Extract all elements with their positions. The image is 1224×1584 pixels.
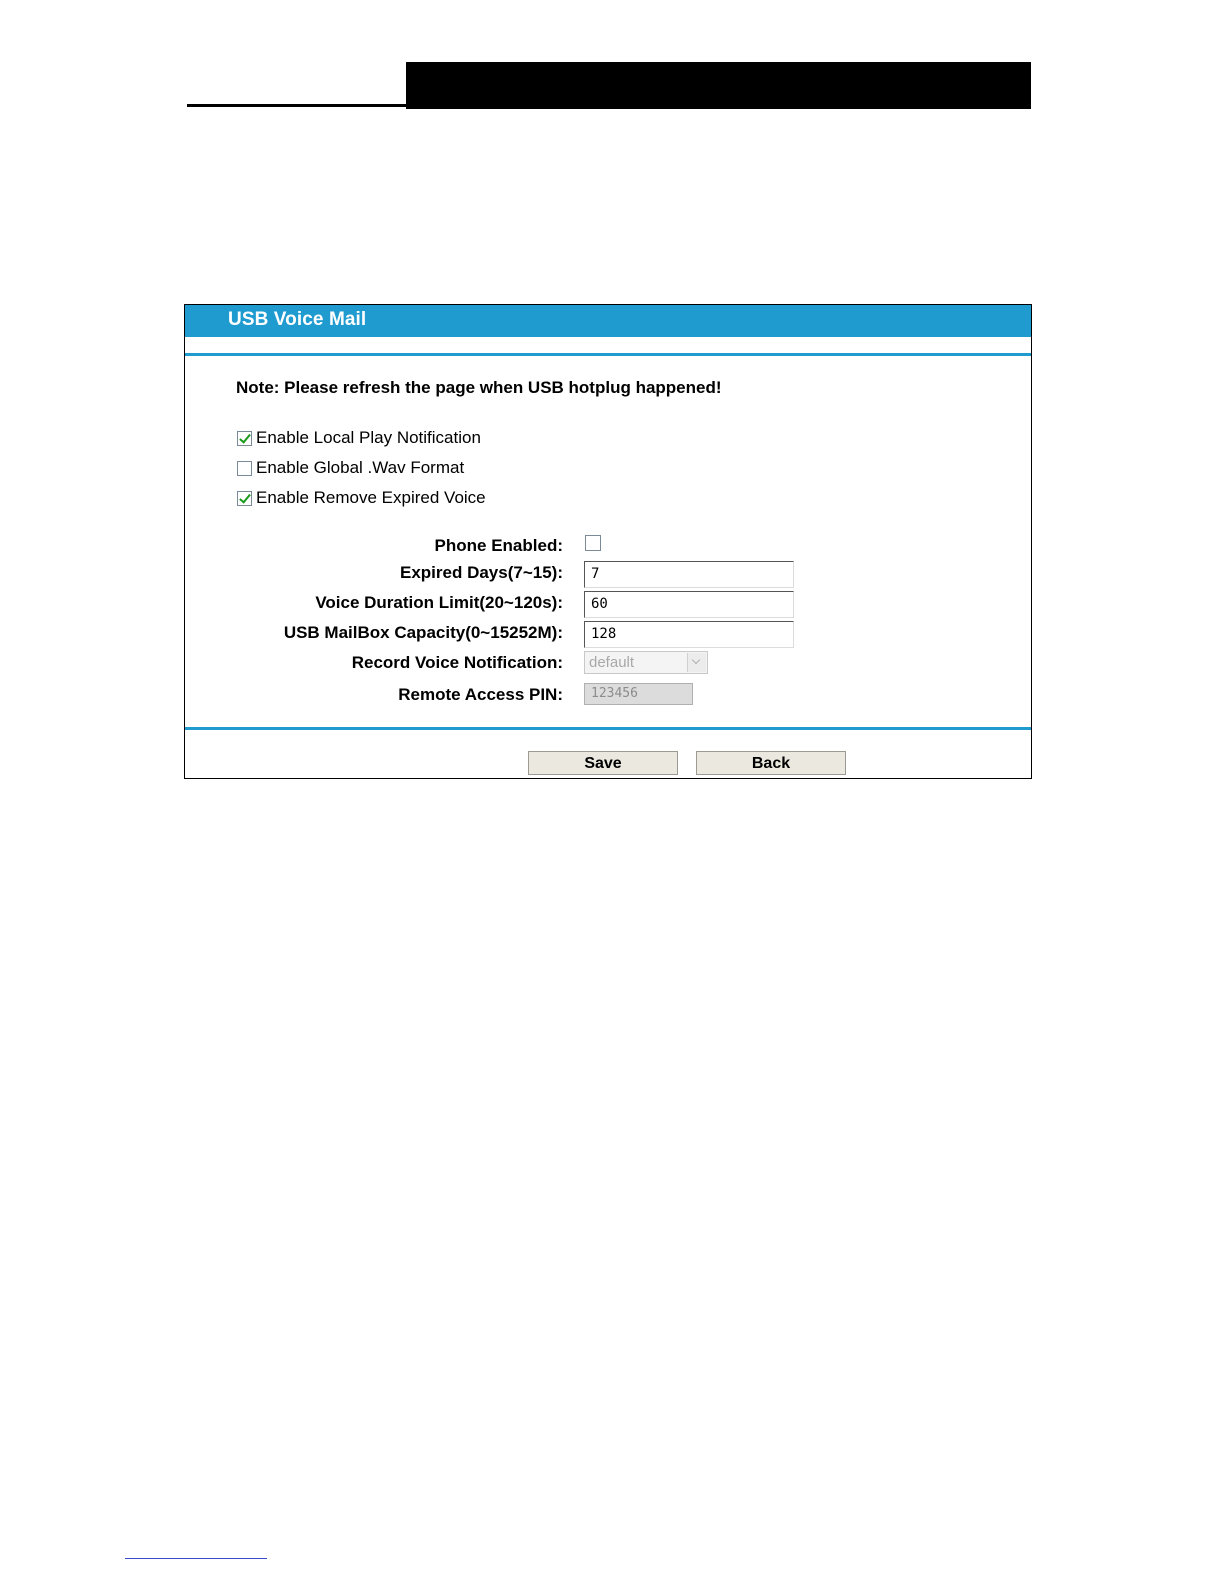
header-bar xyxy=(406,62,1031,109)
option-local-play[interactable] xyxy=(237,427,481,449)
hotplug-note: Note: Please refresh the page when USB hotplug happened! xyxy=(236,378,722,397)
top-divider xyxy=(185,353,1031,356)
chevron-down-icon xyxy=(687,653,706,672)
save-button[interactable]: Save xyxy=(528,751,678,775)
local-play-checkbox[interactable] xyxy=(237,431,252,446)
back-button[interactable]: Back xyxy=(696,751,846,775)
record-voice-select[interactable] xyxy=(584,651,708,674)
remove-expired-label: Enable Remove Expired Voice xyxy=(256,488,486,507)
mailbox-capacity-input[interactable]: 128 xyxy=(584,621,794,648)
expired-days-input[interactable]: 7 xyxy=(584,561,794,588)
usb-voice-mail-panel xyxy=(184,304,1032,779)
option-global-wav[interactable] xyxy=(237,457,464,479)
expired-days-label: Expired Days(7~15): xyxy=(400,563,563,582)
panel-title-bar xyxy=(185,305,1031,337)
local-play-label: Enable Local Play Notification xyxy=(256,428,481,447)
remote-pin-label: Remote Access PIN: xyxy=(398,685,563,704)
remote-pin-input[interactable]: 123456 xyxy=(584,683,693,705)
record-voice-value: default xyxy=(589,654,635,671)
voice-duration-label: Voice Duration Limit(20~120s): xyxy=(315,593,563,612)
panel-title: USB Voice Mail xyxy=(228,309,367,330)
phone-enabled-label: Phone Enabled: xyxy=(434,536,563,555)
global-wav-label: Enable Global .Wav Format xyxy=(256,458,465,477)
phone-enabled-checkbox[interactable] xyxy=(585,535,601,551)
mailbox-capacity-label: USB MailBox Capacity(0~15252M): xyxy=(283,623,563,642)
record-voice-label: Record Voice Notification: xyxy=(351,653,563,672)
remove-expired-checkbox[interactable] xyxy=(237,491,252,506)
voice-duration-input[interactable]: 60 xyxy=(584,591,794,618)
footer-link-rule xyxy=(125,1558,267,1559)
bottom-divider xyxy=(185,727,1031,730)
option-remove-expired[interactable] xyxy=(237,487,486,509)
global-wav-checkbox[interactable] xyxy=(237,461,252,476)
